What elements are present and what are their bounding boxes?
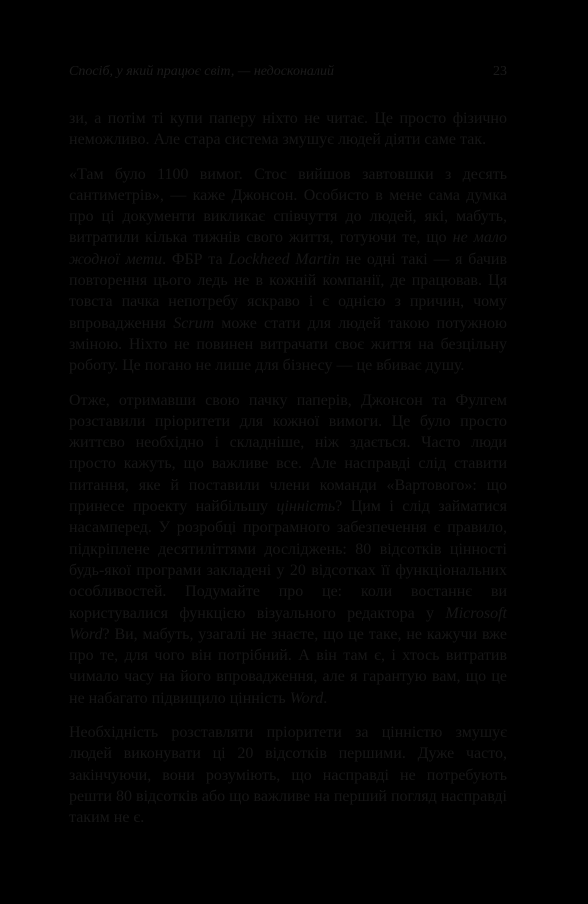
italic-segment: Lockheed Martin	[228, 250, 340, 268]
text-segment: зи, а потім ті купи паперу ніхто не читає. Це просто фізично неможливо. Але стара система змушує людей діяти саме так.	[69, 110, 507, 149]
italic-segment: цінність	[276, 498, 336, 516]
text-segment: .	[323, 689, 328, 707]
text-segment: Отже, отримавши свою пачку паперів, Джонсон та Фулгем розставили пріоритети для кожної вимоги. Це було просто життєво необхідно і складніше, ніж здається. Часто люди просто кажуть, що важливе все. Але насправді слід ставити питання, яке й поставили члени команди «Вартового»: що принесе проекту найбільшу	[69, 391, 507, 516]
text-segment: може стати для людей такою потужною зміною. Ніхто не повинен витрачати своє життя на безцільну роботу. Це погано не лише для бізнесу — це вбиває душу.	[69, 314, 507, 375]
italic-segment: Word	[289, 689, 324, 707]
text-segment: ? Цим і слід займатися насамперед. У розробці програмного забезпечення є правило, підкріплене десятиліттями досліджень: 80 відсотків цінності будь-якої програми закладені у 20 відсотках її функціональних особливостей. Подумайте про це: коли востаннє ви користувалися функцією візуального редактора у	[69, 498, 508, 622]
text-segment: . ФБР та	[162, 250, 229, 268]
italic-segment: не мало жодної мети	[69, 229, 508, 268]
page-number: 23	[493, 64, 507, 79]
italic-segment: Scrum	[173, 314, 215, 332]
text-segment: ? Ви, мабуть, узагалі не знаєте, що це таке, не кажучи вже про те, для чого він потрібний. А він там є, і хтось витратив чимало часу на його впровадження, але я гарантую вам, що це не набагато підвищило цінність	[69, 625, 507, 707]
paragraph-3	[69, 390, 507, 709]
text-segment: не одні такі — я бачив повторення цього ледь не в кожній компанії, де працював. Ця товста пачка непотребу яскраво і є однією з причин, чому впровадження	[69, 250, 508, 332]
paragraph-1	[69, 108, 507, 151]
body-text	[69, 108, 507, 842]
text-segment: Необхідність розставляти пріоритети за цінністю змушує людей виконувати ці 20 відсотків першими. Дуже часто, закінчуючи, вони розуміють, що насправді не потребують решти 80 відсотків або що важливе на перший погляд насправді таким не є.	[69, 724, 507, 827]
italic-segment: Microsoft Word	[69, 604, 507, 643]
running-head-title: Спосіб, у який працює світ, — недосконалий	[69, 64, 334, 79]
text-segment: «Там було 1100 вимог. Стос вийшов завтовшки з десять сантиметрів», — каже Джонсон. Особисто в мене сама думка про ці документи викликає співчуття до людей, які, мабуть, витратили кілька тижнів свого життя, готуючи те, що	[69, 165, 507, 247]
paragraph-2	[69, 164, 507, 377]
running-head	[69, 64, 507, 84]
paragraph-4	[69, 722, 507, 828]
